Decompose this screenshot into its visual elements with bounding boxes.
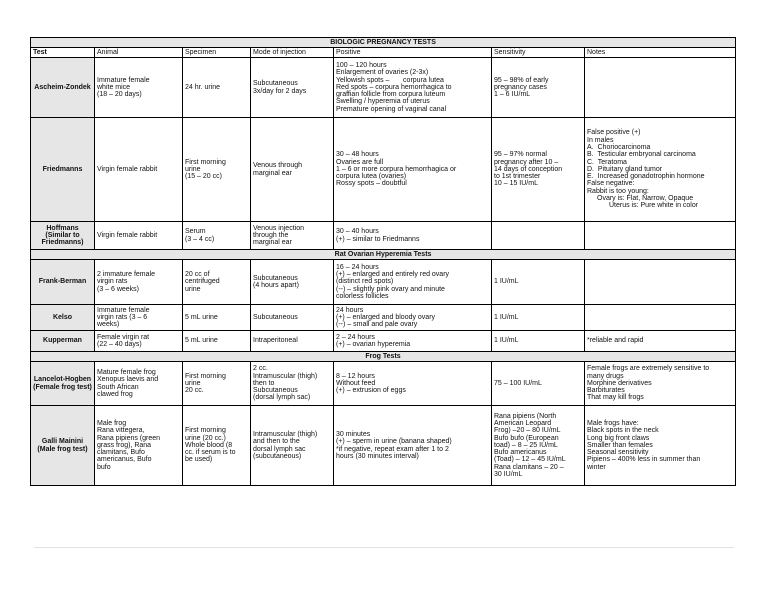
- cell-line: Mature female frog: [97, 368, 156, 376]
- cell-line: 24 hr. urine: [185, 83, 221, 91]
- cell-line: (15 – 20 cc): [185, 173, 222, 181]
- sensitivity-cell: [492, 362, 585, 406]
- animal-cell: [95, 362, 183, 406]
- cell-line: Bufo bufo (European: [494, 434, 559, 442]
- cell-line: 5 mL urine: [185, 337, 218, 345]
- cell-line: virgin rats: [97, 278, 128, 286]
- cell-line: urine: [185, 165, 201, 173]
- table-row: [31, 58, 736, 118]
- cell-line: American Leopard: [494, 419, 552, 427]
- cell-line: Immature female: [97, 306, 150, 314]
- cell-line: many drugs: [587, 372, 624, 380]
- cell-line: 10 – 15 IU/mL: [494, 180, 538, 188]
- mode-cell: [251, 331, 334, 352]
- cell-line: Rossy spots – doubtful: [336, 180, 407, 188]
- cell-line: Female virgin rat: [97, 333, 150, 341]
- section-row-rat: [31, 250, 736, 260]
- col-header-specimen: Specimen: [183, 48, 251, 58]
- cell-line: Rana pipiens (North: [494, 412, 557, 420]
- notes-cell: [585, 305, 736, 331]
- cell-line: Swelling / hyperemia of uterus: [336, 98, 430, 106]
- animal-cell: [95, 260, 183, 305]
- cell-line: 30 minutes: [336, 430, 371, 438]
- cell-line: (3 – 4 cc): [185, 235, 215, 243]
- mode-cell: [251, 406, 334, 486]
- cell-line: Uterus is: Pure white in color: [609, 202, 699, 210]
- cell-line: 16 – 24 hours: [336, 263, 379, 271]
- cell-line: Red spots – corpura hemorrhagica to: [336, 83, 452, 91]
- cell-line: (22 – 40 days): [97, 341, 142, 348]
- cell-line: 30 – 40 hours: [336, 228, 379, 236]
- positive-cell: [334, 118, 492, 222]
- cell-line: to 1st trimester: [494, 173, 541, 181]
- specimen-cell: [183, 260, 251, 305]
- sensitivity-cell: [492, 260, 585, 305]
- document-page: [30, 37, 735, 486]
- cell-line: Rana pipiens (green: [97, 434, 161, 442]
- animal-cell: [95, 406, 183, 486]
- cell-line: Venous injection: [253, 224, 304, 232]
- sensitivity-cell: [492, 331, 585, 352]
- cell-line: 2 – 24 hours: [336, 333, 375, 341]
- cell-line: In males: [587, 136, 614, 144]
- specimen-cell: [183, 58, 251, 118]
- positive-cell: [334, 305, 492, 331]
- cell-line: Male frog: [97, 419, 127, 427]
- mode-cell: [251, 222, 334, 250]
- cell-line: 3x/day for 2 days: [253, 87, 307, 95]
- cell-line: Ovaries are full: [336, 158, 384, 166]
- cell-line: (--) – small and pale ovary: [336, 321, 418, 329]
- cell-line: 30 IU/mL: [494, 471, 523, 479]
- table-title-row: [31, 38, 736, 48]
- cell-line: and then to the: [253, 438, 300, 446]
- table-row: [31, 406, 736, 486]
- cell-line: bufo: [97, 463, 111, 471]
- cell-line: False negative:: [587, 180, 635, 188]
- cell-line: South African: [97, 383, 139, 391]
- col-header-mode: Mode of injection: [251, 48, 334, 58]
- cell-line: dorsal lymph sac: [253, 445, 306, 453]
- mode-cell: [251, 305, 334, 331]
- cell-line: marginal ear: [253, 239, 292, 247]
- cell-line: Barbiturates: [587, 387, 625, 395]
- cell-line: (4 hours apart): [253, 282, 299, 289]
- cell-line: (+) – enlarged and entirely red ovary: [336, 271, 450, 279]
- notes-cell: [585, 260, 736, 305]
- cell-line: First morning: [185, 372, 226, 380]
- table-row: [31, 362, 736, 406]
- cell-line: clawed frog: [97, 390, 133, 398]
- table-row: [31, 305, 736, 331]
- specimen-cell: [183, 118, 251, 222]
- cell-line: (3 – 6 weeks): [97, 285, 140, 293]
- sensitivity-cell: [492, 58, 585, 118]
- cell-line: Intramuscular (thigh): [253, 430, 318, 438]
- cell-line: Serum: [185, 228, 206, 236]
- col-header-test: Test: [31, 48, 95, 58]
- cell-line: Enlargement of ovaries (2-3x): [336, 69, 429, 77]
- cell-line: marginal ear: [253, 169, 292, 177]
- sensitivity-cell: [492, 118, 585, 222]
- cell-line: graffian follicle from corpura luteum: [336, 91, 446, 99]
- cell-line: 8 – 12 hours: [336, 372, 375, 380]
- cell-line: urine: [185, 379, 201, 387]
- cell-line: pregnancy cases: [494, 83, 547, 91]
- cell-line: Frog) –20 – 80 IU/mL: [494, 427, 561, 435]
- cell-line: corpura lutea (ovaries): [336, 173, 407, 181]
- sensitivity-cell: [492, 305, 585, 331]
- cell-line: (+) – extrusion of eggs: [336, 387, 406, 395]
- cell-line: 5 mL urine: [185, 313, 218, 321]
- cell-line: 1 IU/mL: [494, 337, 519, 345]
- cell-line: Ovary is: Flat, Narrow, Opaque: [597, 195, 694, 203]
- cell-line: (+) – sperm in urine (banana shaped): [336, 438, 452, 446]
- cell-line: be used): [185, 456, 213, 464]
- cell-line: 95 – 98% of early: [494, 76, 549, 84]
- test-name: Kupperman: [31, 331, 95, 352]
- cell-line: Subcutaneous: [253, 387, 298, 395]
- cell-line: Long big front claws: [587, 434, 650, 442]
- cell-line: 1 – 6 IU/mL: [494, 91, 531, 99]
- mode-cell: [251, 362, 334, 406]
- cell-line: pregnancy after 10 –: [494, 158, 559, 166]
- cell-line: That may kill frogs: [587, 394, 644, 402]
- test-name: Ascheim-Zondek: [31, 58, 95, 118]
- cell-line: then to: [253, 379, 275, 387]
- cell-line: 95 – 97% normal: [494, 151, 547, 159]
- section-title: Rat Ovarian Hyperemia Tests: [31, 250, 736, 260]
- notes-cell: [585, 58, 736, 118]
- cell-line: Bufo americanus: [494, 449, 547, 457]
- positive-cell: [334, 58, 492, 118]
- test-name: Kelso: [31, 305, 95, 331]
- sensitivity-cell: [492, 406, 585, 486]
- cell-line: Male frogs have:: [587, 419, 639, 427]
- cell-line: 14 days of conception: [494, 165, 563, 173]
- footer-divider: [34, 547, 734, 548]
- section-row-frog: [31, 352, 736, 362]
- cell-line: Pipiens – 400% less in summer than: [587, 456, 701, 464]
- cell-line: (18 – 20 days): [97, 91, 142, 99]
- notes-cell: [585, 406, 736, 486]
- sensitivity-cell: [492, 222, 585, 250]
- cell-line: Venous through: [253, 162, 303, 170]
- cell-line: (+) – enlarged and bloody ovary: [336, 313, 436, 321]
- positive-cell: [334, 331, 492, 352]
- cell-line: Immature female: [97, 76, 150, 84]
- notes-cell: [585, 118, 736, 222]
- notes-cell: [585, 362, 736, 406]
- cell-line: weeks): [97, 321, 120, 329]
- cell-line: Without feed: [336, 379, 376, 387]
- cell-line: Subcutaneous: [253, 313, 298, 321]
- cell-line: grass frog), Rana: [97, 441, 152, 449]
- cell-line: 20 cc of: [185, 271, 210, 279]
- specimen-cell: [183, 222, 251, 250]
- positive-cell: [334, 406, 492, 486]
- cell-line: A. Choriocarcinoma: [587, 143, 651, 151]
- cell-line: B. Testicular embryonal carcinoma: [587, 151, 696, 159]
- notes-cell: [585, 222, 736, 250]
- cell-line: Subcutaneous: [253, 80, 298, 88]
- cell-line: *if negative, repeat exam after 1 to 2: [336, 445, 449, 453]
- cell-line: 1 IU/mL: [494, 313, 519, 321]
- specimen-cell: [183, 362, 251, 406]
- specimen-cell: [183, 406, 251, 486]
- cell-line: Intraperitoneal: [253, 337, 298, 345]
- cell-line: Morphine derivatives: [587, 379, 652, 387]
- cell-line: Black spots in the neck: [587, 427, 659, 435]
- cell-line: D. Pituitary gland tumor: [587, 165, 663, 173]
- cell-line: Xenopus laevis and: [97, 376, 159, 384]
- cell-line: 1 – 6 or more corpura hemorrhagica or: [336, 165, 457, 173]
- animal-cell: [95, 305, 183, 331]
- cell-line: Premature opening of vaginal canal: [336, 105, 447, 113]
- table-row: [31, 118, 736, 222]
- cell-line: Seasonal sensitivity: [587, 449, 649, 457]
- cell-line: E. Increased gonadotrophin hormone: [587, 173, 705, 181]
- cell-line: *reliable and rapid: [587, 337, 644, 345]
- table-row: [31, 222, 736, 250]
- cell-line: Virgin female rabbit: [97, 165, 158, 173]
- table-row: [31, 260, 736, 305]
- mode-cell: [251, 58, 334, 118]
- cell-line: Smaller than females: [587, 441, 653, 449]
- test-name: Lancelot-Hogben (Female frog test): [31, 362, 95, 406]
- col-header-notes: Notes: [585, 48, 736, 58]
- cell-line: Rana clamitans – 20 –: [494, 463, 564, 471]
- table-row: [31, 331, 736, 352]
- col-header-sensitivity: Sensitivity: [492, 48, 585, 58]
- cell-line: (subcutaneous): [253, 452, 302, 460]
- cell-line: False positive (+): [587, 129, 641, 137]
- cell-line: Intramuscular (thigh): [253, 372, 318, 380]
- mode-cell: [251, 118, 334, 222]
- test-name: Friedmanns: [31, 118, 95, 222]
- cell-line: clamitans, Bufo: [97, 449, 145, 457]
- col-header-animal: Animal: [95, 48, 183, 58]
- animal-cell: [95, 118, 183, 222]
- cell-line: First morning: [185, 427, 226, 435]
- positive-cell: [334, 222, 492, 250]
- specimen-cell: [183, 331, 251, 352]
- cell-line: colorless follicles: [336, 292, 389, 300]
- cell-line: Virgin female rabbit: [97, 231, 158, 239]
- positive-cell: [334, 260, 492, 305]
- cell-line: 24 hours: [336, 306, 364, 314]
- cell-line: C. Teratoma: [587, 158, 627, 166]
- cell-line: Yellowish spots – corpura lutea: [336, 76, 444, 84]
- cell-line: 2 immature female: [97, 271, 155, 279]
- cell-line: Female frogs are extremely sensitive to: [587, 365, 710, 373]
- cell-line: urine: [185, 285, 201, 293]
- cell-line: (Toad) – 12 – 45 IU/mL: [494, 456, 566, 464]
- cell-line: Rabbit is too young:: [587, 187, 649, 195]
- positive-cell: [334, 362, 492, 406]
- animal-cell: [95, 331, 183, 352]
- cell-line: (+) – ovarian hyperemia: [336, 341, 411, 348]
- test-name: Galli Mainini (Male frog test): [31, 406, 95, 486]
- cell-line: 1 IU/mL: [494, 278, 519, 286]
- cell-line: 20 cc.: [185, 387, 204, 395]
- pregnancy-tests-table: [30, 37, 736, 486]
- notes-cell: [585, 331, 736, 352]
- cell-line: hours (30 minutes interval): [336, 452, 419, 460]
- cell-line: toad) – 8 – 25 IU/mL: [494, 441, 558, 449]
- cell-line: 30 – 48 hours: [336, 151, 379, 159]
- test-name: Frank-Berman: [31, 260, 95, 305]
- section-title: Frog Tests: [31, 352, 736, 362]
- animal-cell: [95, 222, 183, 250]
- animal-cell: [95, 58, 183, 118]
- col-header-positive: Positive: [334, 48, 492, 58]
- cell-line: Whole blood (8: [185, 441, 233, 449]
- cell-line: urine (20 cc.): [185, 434, 226, 442]
- cell-line: Subcutaneous: [253, 274, 298, 282]
- cell-line: 75 – 100 IU/mL: [494, 379, 542, 387]
- cell-line: americanus, Bufo: [97, 456, 152, 464]
- header-row: [31, 48, 736, 58]
- cell-line: (--) – slightly pink ovary and minute: [336, 285, 445, 293]
- cell-line: centrifuged: [185, 278, 220, 286]
- cell-line: Rana vittegera,: [97, 427, 145, 435]
- cell-line: (dorsal lymph sac): [253, 394, 311, 402]
- cell-line: winter: [587, 463, 606, 471]
- cell-line: 100 – 120 hours: [336, 61, 387, 69]
- specimen-cell: [183, 305, 251, 331]
- cell-line: cc. if serum is to: [185, 449, 236, 457]
- cell-line: white mice: [97, 83, 131, 91]
- cell-line: 2 cc.: [253, 365, 268, 373]
- test-name: Hoffmans (Similar to Friedmanns): [31, 222, 95, 250]
- cell-line: virgin rats (3 – 6: [97, 313, 148, 321]
- cell-line: through the: [253, 231, 289, 239]
- mode-cell: [251, 260, 334, 305]
- cell-line: First morning: [185, 158, 226, 166]
- cell-line: (distinct red spots): [336, 278, 394, 286]
- cell-line: (+) – similar to Friedmanns: [336, 235, 420, 243]
- table-title: BIOLOGIC PREGNANCY TESTS: [31, 38, 736, 48]
